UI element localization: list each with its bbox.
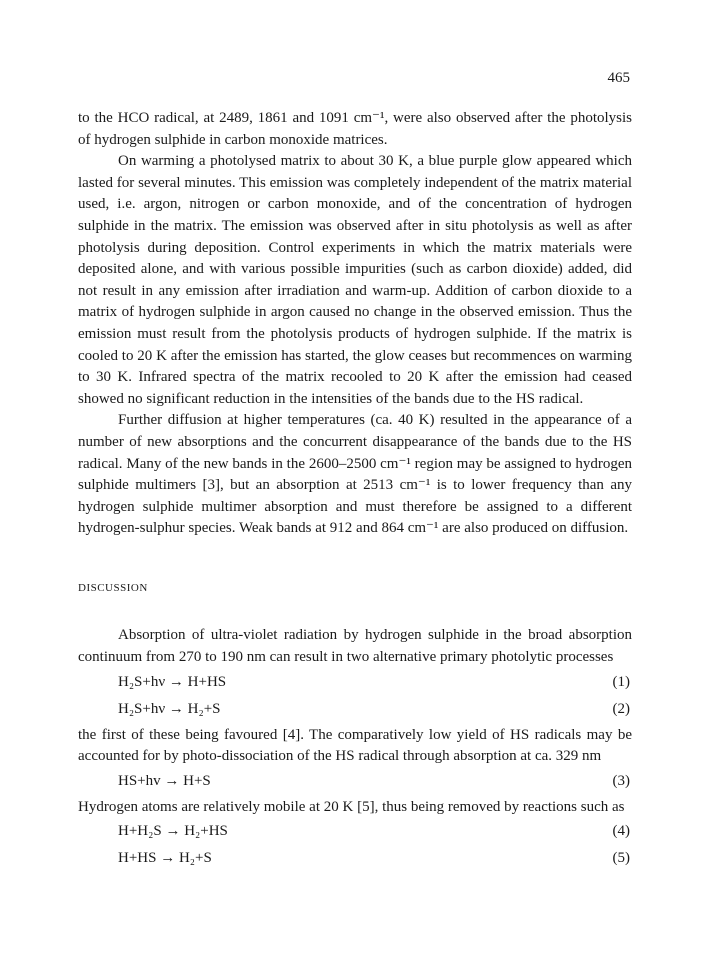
article-body <box>78 108 632 872</box>
equation-text: H+HS → H₂+S <box>118 850 212 867</box>
paragraph-diffusion: Further diffusion at higher temperatures (ca. 40 K) resulted in the appearance of a number of new absorptions and the concurrent disappearance of the bands due to the HS radical. Many of the new bands in the 2600–2500 cm⁻¹ region may be assigned to hydrogen sulphide multimers [3], but an absorption at 2513 cm⁻¹ is to lower frequency than any hydrogen sulphide multimer absorption and must therefore be assigned to a different hydrogen-sulphur species. Weak bands at 912 and 864 cm⁻¹ are also produced on diffusion. <box>78 412 632 537</box>
paragraph-hco: to the HCO radical, at 2489, 1861 and 1091 cm⁻¹, were also observed after the photolysis of hydrogen sulphide in carbon monoxide matrices. <box>78 110 632 148</box>
paragraph-hydrogen-atoms: Hydrogen atoms are relatively mobile at 20 K [5], thus being removed by reactions such as <box>78 798 625 815</box>
equation-text: HS+hv → H+S <box>118 772 211 789</box>
equation-text: H₂S+hν → H₂+S <box>118 700 221 717</box>
equation-number: (1) <box>612 673 630 690</box>
paragraph-absorption: Absorption of ultra-violet radiation by hydrogen sulphide in the broad absorption continuum from 270 to 190 nm can result in two alternative primary photolytic processes <box>78 627 632 666</box>
equation-number: (5) <box>612 850 630 867</box>
equation-3 <box>78 768 632 795</box>
equation-2 <box>78 696 632 723</box>
equation-5 <box>78 845 632 872</box>
page-number: 465 <box>607 70 630 86</box>
paragraph-favoured: the first of these being favoured [4]. The comparatively low yield of HS radicals may be accounted for by photo-dissociation of the HS radical through absorption at ca. 329 nm <box>78 726 632 765</box>
equation-text: H+H₂S → H₂+HS <box>118 823 228 840</box>
equation-4 <box>78 818 632 845</box>
equation-number: (2) <box>612 700 630 717</box>
equation-text: H₂S+hν → H+HS <box>118 673 227 690</box>
equation-1 <box>78 669 632 696</box>
equation-number: (3) <box>612 772 630 789</box>
paragraph-warming: On warming a photolysed matrix to about 30 K, a blue purple glow appeared which lasted for several minutes. This emission was completely independent of the matrix material used, i.e. argon, nitrogen or carbon monoxide, and of the concentration of hydrogen sulphide in the matrix. The emission was observed after in situ photolysis as well as after photolysis during deposition. Control experiments in which the matrix materials were deposited alone, and with various possible impurities (such as carbon dioxide) added, did not result in any emission after irradiation and warm-up. Addition of carbon dioxide to a matrix of hydrogen sulphide in argon caused no change in the observed emission. Thus the emission must result from the photolysis products of hydrogen sulphide. If the matrix is cooled to 20 K after the emission has started, the glow ceases but recommences on warming to 30 K. Infrared spectra of the matrix recooled to 20 K after the emission had ceased showed no significant reduction in the intensities of the bands due to the HS radical. <box>78 153 632 407</box>
equation-number: (4) <box>612 823 630 840</box>
section-heading: DISCUSSION <box>78 581 148 594</box>
